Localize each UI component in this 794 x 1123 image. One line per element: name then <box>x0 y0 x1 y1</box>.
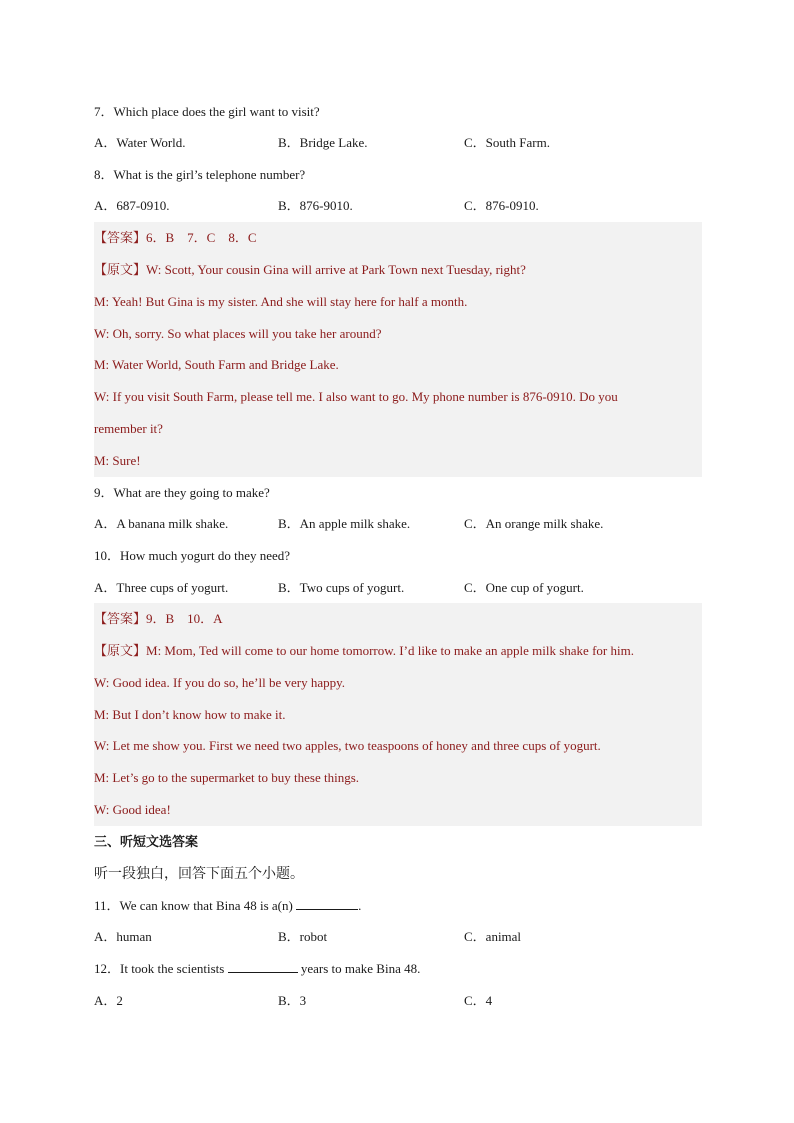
transcript-2-line <box>94 667 702 699</box>
question-7 <box>94 96 702 128</box>
answer-text: 6．B 7．C 8．C <box>146 230 257 245</box>
question-10-options <box>94 572 702 604</box>
transcript-2-line <box>94 699 702 731</box>
transcript-2-line <box>94 730 702 762</box>
option-b: B．Two cups of yogurt. <box>278 580 405 595</box>
option-a: A．human <box>94 929 152 944</box>
option-b: B．876-9010. <box>278 198 353 213</box>
transcript-1-line <box>94 381 702 413</box>
section-title: 三、听短文选答案 <box>94 835 199 850</box>
option-b: B．An apple milk shake. <box>278 516 411 531</box>
option-c: C．South Farm. <box>464 135 550 150</box>
option-c: C．4 <box>464 993 493 1008</box>
transcript-1-line <box>94 254 702 286</box>
question-12-suffix: years to make Bina 48. <box>297 961 421 976</box>
section-3-title <box>94 826 702 858</box>
question-9-options <box>94 508 702 540</box>
transcript-text: M: Sure! <box>94 453 141 468</box>
transcript-text: W: Good idea. If you do so, he’ll be very happy. <box>94 675 346 690</box>
transcript-2-line <box>94 762 702 794</box>
transcript-2-line <box>94 635 702 667</box>
transcript-text: M: Mom, Ted will come to our home tomorrow. I’d like to make an apple milk shake for him. <box>146 643 634 658</box>
transcript-text: remember it? <box>94 421 163 436</box>
transcript-1-line <box>94 318 702 350</box>
question-8-options <box>94 190 702 222</box>
question-11 <box>94 890 702 922</box>
question-9 <box>94 477 702 509</box>
question-7-options <box>94 127 702 159</box>
question-8 <box>94 159 702 191</box>
question-12-prefix: 12．It took the scientists <box>94 961 228 976</box>
answer-key-1 <box>94 222 702 254</box>
transcript-1-line <box>94 286 702 318</box>
question-11-prefix: 11．We can know that Bina 48 is a(n) <box>94 898 297 913</box>
question-8-text: 8．What is the girl’s telephone number? <box>94 167 306 182</box>
answer-blank <box>228 958 298 973</box>
option-a: A．687-0910. <box>94 198 170 213</box>
transcript-1-line <box>94 413 702 445</box>
option-b: B．Bridge Lake. <box>278 135 368 150</box>
option-c: C．An orange milk shake. <box>464 516 604 531</box>
question-11-options <box>94 921 702 953</box>
question-10-text: 10．How much yogurt do they need? <box>94 548 291 563</box>
section-3-instruction <box>94 858 702 890</box>
option-c: C．One cup of yogurt. <box>464 580 584 595</box>
transcript-text: W: Scott, Your cousin Gina will arrive at Park Town next Tuesday, right? <box>146 262 526 277</box>
transcript-2-line <box>94 794 702 826</box>
transcript-text: M: Yeah! But Gina is my sister. And she will stay here for half a month. <box>94 294 468 309</box>
transcript-text: M: But I don’t know how to make it. <box>94 707 286 722</box>
section-instruction: 听一段独白，回答下面五个小题。 <box>94 866 304 882</box>
answer-label: 【答案】 <box>94 612 147 627</box>
option-a: A．Water World. <box>94 135 186 150</box>
answer-key-2 <box>94 603 702 635</box>
option-b: B．robot <box>278 929 328 944</box>
question-12-options <box>94 985 702 1017</box>
option-b: B．3 <box>278 993 307 1008</box>
transcript-1-line <box>94 445 702 477</box>
transcript-label: 【原文】 <box>94 644 147 659</box>
question-11-suffix: . <box>358 898 362 913</box>
question-10 <box>94 540 702 572</box>
option-c: C．876-0910. <box>464 198 539 213</box>
transcript-label: 【原文】 <box>94 263 147 278</box>
answer-blank <box>296 895 358 910</box>
transcript-1-line <box>94 349 702 381</box>
answer-label: 【答案】 <box>94 231 147 246</box>
transcript-text: M: Water World, South Farm and Bridge Lake. <box>94 357 339 372</box>
option-a: A．Three cups of yogurt. <box>94 580 229 595</box>
transcript-text: W: Let me show you. First we need two apples, two teaspoons of honey and three cups of yogurt. <box>94 738 601 753</box>
answer-text: 9．B 10．A <box>146 611 223 626</box>
transcript-text: M: Let’s go to the supermarket to buy these things. <box>94 770 360 785</box>
transcript-text: W: Good idea! <box>94 802 171 817</box>
question-9-text: 9．What are they going to make? <box>94 485 270 500</box>
question-7-text: 7．Which place does the girl want to visit? <box>94 104 320 119</box>
option-a: A．2 <box>94 993 123 1008</box>
transcript-text: W: If you visit South Farm, please tell me. I also want to go. My phone number is 876-0910. Do you <box>94 389 618 404</box>
option-a: A．A banana milk shake. <box>94 516 229 531</box>
transcript-text: W: Oh, sorry. So what places will you take her around? <box>94 326 382 341</box>
question-12 <box>94 953 702 985</box>
option-c: C．animal <box>464 929 522 944</box>
